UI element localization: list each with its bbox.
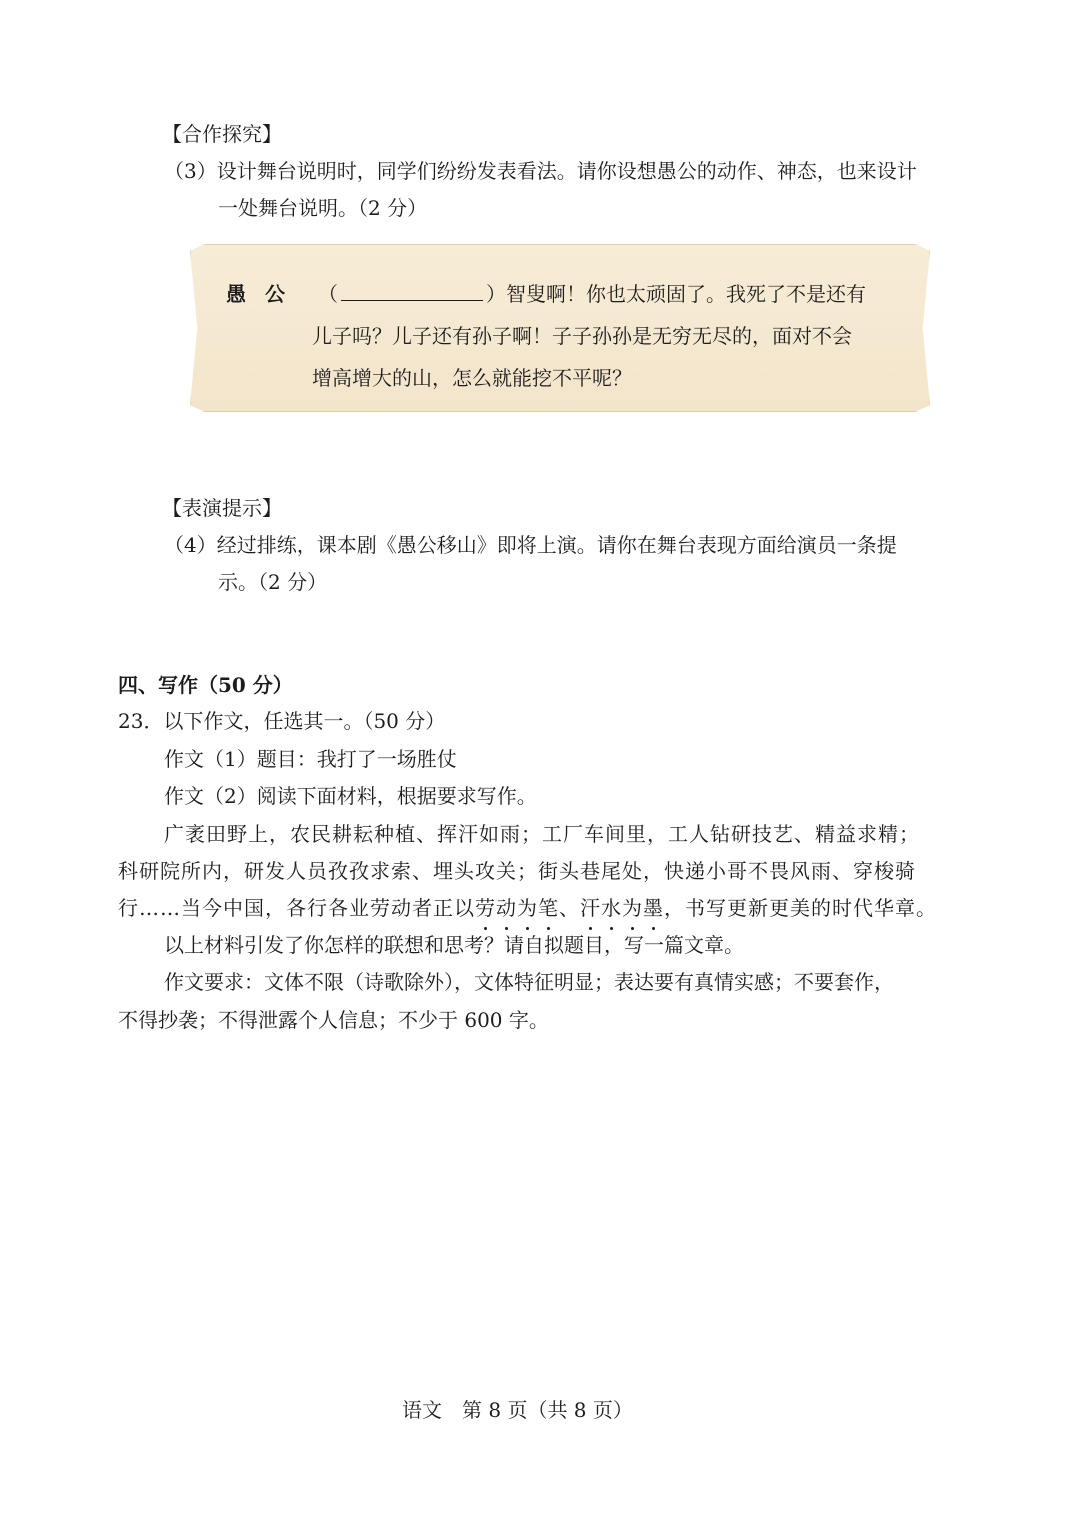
emphasis-char: 水 (601, 896, 622, 920)
script-line-3: 增高增大的山，怎么就能挖不平呢？ (312, 366, 632, 390)
section-perform-heading: 【表演提示】 (162, 496, 282, 520)
answer-blank[interactable] (341, 282, 483, 301)
material-sep: 、 (559, 896, 580, 920)
material-line-1: 广袤田野上，农民耕耘种植、挥汗如雨；工厂车间里，工人钻研技艺、精益求精； (164, 822, 920, 846)
emphasis-char: 墨 (643, 896, 664, 920)
question-3-line-1: （3）设计舞台说明时，同学们纷纷发表看法。请你设想愚公的动作、神态，也来设计 (164, 159, 917, 183)
material-line-3-end: ，书写更新更美的时代华章。 (664, 896, 937, 920)
page-footer: 语文 第 8 页（共 8 页） (402, 1398, 633, 1422)
material-line-3 (118, 894, 937, 922)
emphasis-char: 笔 (538, 896, 559, 920)
emphasis-char: 汗 (580, 896, 601, 920)
emphasis-char: 动 (496, 896, 517, 920)
material-line-2: 科研院所内，研发人员孜孜求索、埋头攻关；街头巷尾处，快递小哥不畏风雨、穿梭骑 (118, 859, 916, 883)
question-3-line-2: 一处舞台说明。（2 分） (218, 196, 428, 220)
essay-prompt: 以上材料引发了你怎样的联想和思考？请自拟题目，写一篇文章。 (164, 933, 744, 957)
open-paren: （ (318, 282, 338, 306)
emphasis-char: 为 (622, 896, 643, 920)
essay-option-1: 作文（1）题目：我打了一场胜仗 (164, 747, 457, 771)
question-23: 23．以下作文，任选其一。（50 分） (118, 709, 446, 733)
section-cooperate-heading: 【合作探究】 (162, 122, 282, 146)
emphasis-char: 为 (517, 896, 538, 920)
section-4-title: 四、写作（50 分） (118, 673, 293, 697)
question-4-line-2: 示。（2 分） (218, 570, 328, 594)
question-4-line-1: （4）经过排练，课本剧《愚公移山》即将上演。请你在舞台表现方面给演员一条提 (164, 533, 897, 557)
material-line-3-start: 行……当今中国，各行各业劳动者正以 (118, 896, 475, 920)
essay-option-2: 作文（2）阅读下面材料，根据要求写作。 (164, 784, 537, 808)
requirements-line-2: 不得抄袭；不得泄露个人信息；不少于 600 字。 (118, 1008, 549, 1032)
script-line-2: 儿子吗？儿子还有孙子啊！子子孙孙是无穷无尽的，面对不会 (312, 324, 852, 348)
script-line-1 (318, 280, 866, 308)
requirements-line-1: 作文要求：文体不限（诗歌除外），文体特征明显；表达要有真情实感；不要套作， (164, 970, 894, 994)
script-speaker: 愚 公 (226, 282, 291, 306)
emphasis-char: 劳 (475, 896, 496, 920)
script-line-1-text: ）智叟啊！你也太顽固了。我死了不是还有 (486, 282, 866, 306)
